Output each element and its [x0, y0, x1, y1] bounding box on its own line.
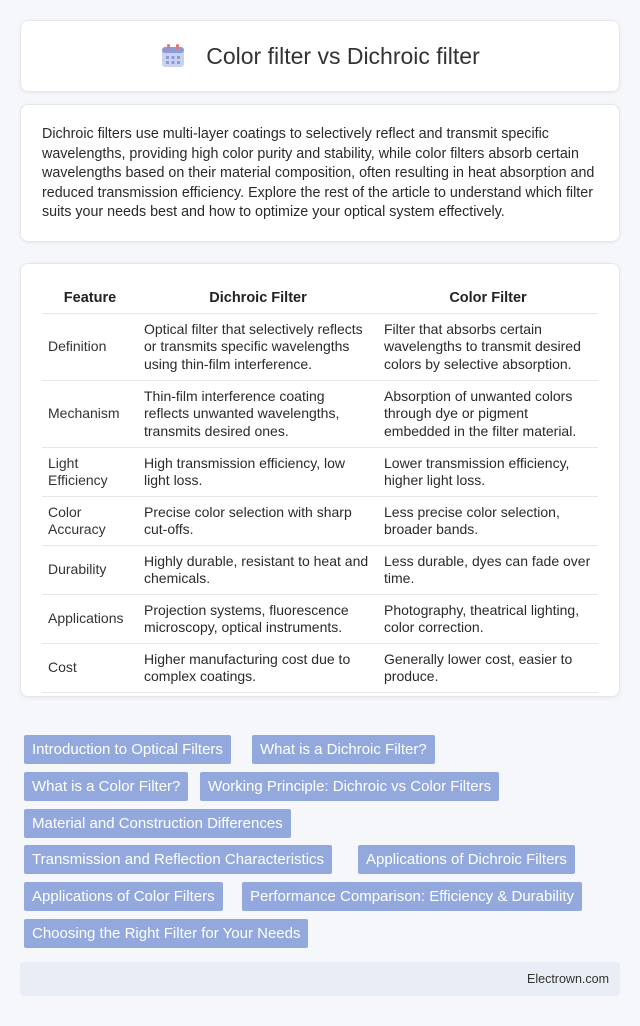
title-card — [20, 20, 620, 92]
cell-color: Less durable, dyes can fade over time. — [378, 546, 598, 595]
cell-feature: Durability — [42, 546, 138, 595]
cell-dichroic: Highly durable, resistant to heat and chemicals. — [138, 546, 378, 595]
cell-dichroic: Optical filter that selectively reflects or transmits specific wavelengths using thin-film interference. — [138, 314, 378, 381]
cell-color: Less precise color selection, broader bands. — [378, 497, 598, 546]
cell-feature: Color Accuracy — [42, 497, 138, 546]
table-row — [42, 644, 598, 693]
tag-applications-dichroic[interactable]: Applications of Dichroic Filters — [358, 845, 575, 874]
table-row — [42, 546, 598, 595]
table-row — [42, 497, 598, 546]
comparison-table-card — [20, 263, 620, 697]
tag-what-is-color-filter[interactable]: What is a Color Filter? — [24, 772, 188, 801]
cell-feature: Definition — [42, 314, 138, 381]
tag-working-principle[interactable]: Working Principle: Dichroic vs Color Filters — [200, 772, 499, 801]
table-header-row — [42, 282, 598, 314]
footer — [20, 962, 620, 996]
cell-feature: Applications — [42, 595, 138, 644]
tag-what-is-dichroic-filter[interactable]: What is a Dichroic Filter? — [252, 735, 435, 764]
table-row — [42, 595, 598, 644]
cell-feature: Cost — [42, 644, 138, 693]
header-feature: Feature — [42, 282, 138, 314]
table-row — [42, 314, 598, 381]
cell-color: Photography, theatrical lighting, color correction. — [378, 595, 598, 644]
cell-dichroic: Precise color selection with sharp cut-offs. — [138, 497, 378, 546]
footer-site: Electrown.com — [527, 972, 609, 986]
comparison-table — [42, 282, 598, 693]
header-color: Color Filter — [378, 282, 598, 314]
tag-introduction-optical-filters[interactable]: Introduction to Optical Filters — [24, 735, 231, 764]
tag-performance-comparison[interactable]: Performance Comparison: Efficiency & Durability — [242, 882, 582, 911]
tag-transmission-reflection[interactable]: Transmission and Reflection Characteristics — [24, 845, 332, 874]
cell-dichroic: Higher manufacturing cost due to complex coatings. — [138, 644, 378, 693]
cell-feature: Mechanism — [42, 381, 138, 448]
page-title: Color filter vs Dichroic filter — [206, 42, 480, 69]
cell-dichroic: High transmission efficiency, low light loss. — [138, 448, 378, 497]
cell-color: Lower transmission efficiency, higher light loss. — [378, 448, 598, 497]
cell-feature: Light Efficiency — [42, 448, 138, 497]
intro-card — [20, 104, 620, 242]
cell-color: Absorption of unwanted colors through dye or pigment embedded in the filter material. — [378, 381, 598, 448]
intro-text: Dichroic filters use multi-layer coatings to selectively reflect and transmit specific wavelengths, providing high color purity and stability, while color filters absorb certain wavelengths based on their material composition, often resulting in heat absorption and reduced transmission efficiency. Explore the rest of the article to understand which filter suits your needs best and how to optimize your optical system effectively. — [42, 126, 595, 221]
tag-applications-color[interactable]: Applications of Color Filters — [24, 882, 223, 911]
cell-dichroic: Projection systems, fluorescence microscopy, optical instruments. — [138, 595, 378, 644]
header-dichroic: Dichroic Filter — [138, 282, 378, 314]
cell-color: Generally lower cost, easier to produce. — [378, 644, 598, 693]
table-row — [42, 381, 598, 448]
tag-choosing-right-filter[interactable]: Choosing the Right Filter for Your Needs — [24, 919, 308, 948]
tag-material-construction[interactable]: Material and Construction Differences — [24, 809, 291, 838]
cell-dichroic: Thin-film interference coating reflects unwanted wavelengths, transmits desired ones. — [138, 381, 378, 448]
calendar-icon — [160, 43, 186, 69]
table-row — [42, 448, 598, 497]
cell-color: Filter that absorbs certain wavelengths to transmit desired colors by selective absorption. — [378, 314, 598, 381]
